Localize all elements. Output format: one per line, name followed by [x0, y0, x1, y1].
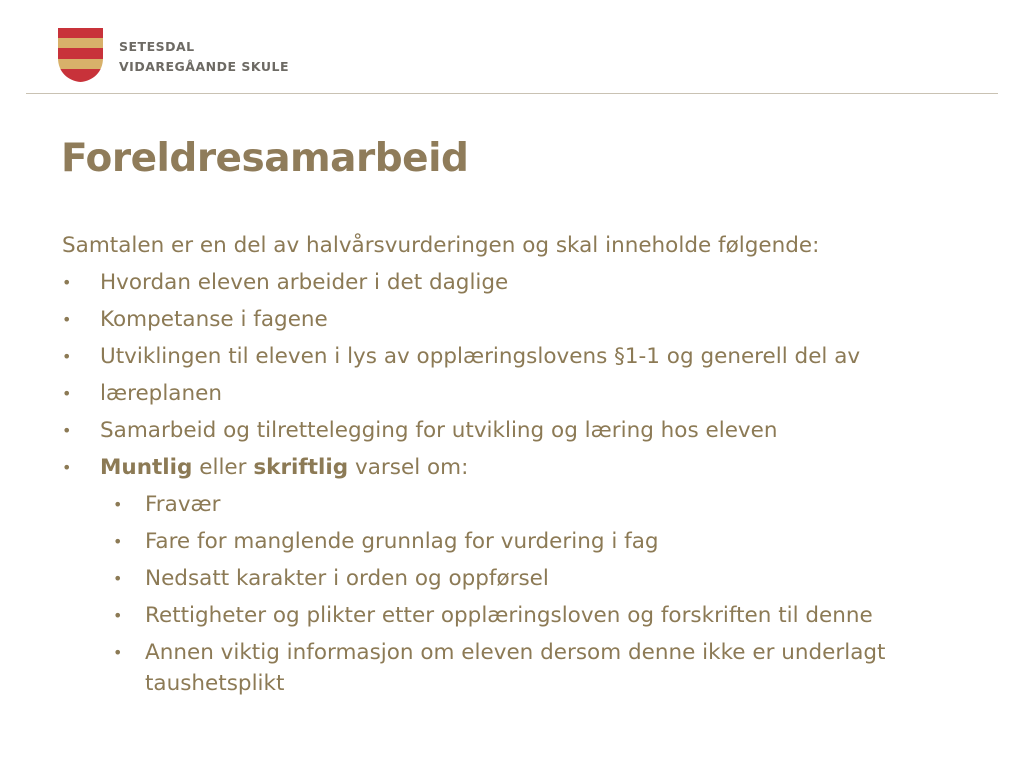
notice-or: eller	[192, 455, 254, 480]
list-item	[62, 338, 962, 375]
list-item-text: Utviklingen til eleven i lys av opplæringslovens §1-1 og generell del av	[100, 344, 861, 369]
sub-list-item-text: Nedsatt karakter i orden og oppførsel	[145, 566, 549, 591]
bullet-icon: •	[62, 310, 72, 329]
list-item-text: Samarbeid og tilrettelegging for utvikling og læring hos eleven	[100, 418, 778, 443]
bullet-icon: •	[62, 347, 72, 366]
bullet-icon: •	[113, 495, 123, 514]
bullet-icon: •	[113, 606, 123, 625]
slide-title: Foreldresamarbeid	[61, 136, 469, 181]
notice-oral: Muntlig	[100, 455, 193, 480]
sub-list-item	[62, 560, 962, 597]
list-item	[62, 375, 962, 412]
sub-list-item	[62, 523, 962, 560]
setesdal-coat-of-arms-icon	[58, 28, 103, 82]
list-item	[62, 264, 962, 301]
list-item-text: Kompetanse i fagene	[100, 307, 328, 332]
bullet-icon: •	[62, 421, 72, 440]
notice-written: skriftlig	[253, 455, 349, 480]
bullet-icon: •	[113, 569, 123, 588]
sub-list-item	[62, 634, 962, 699]
sub-list-item-text: Rettigheter og plikter etter opplæringsloven og forskriften til denne	[145, 603, 873, 628]
list-item-text: læreplanen	[100, 381, 222, 406]
school-name-line1: SETESDAL	[119, 39, 195, 54]
bullet-icon: •	[62, 384, 72, 403]
school-name-line2: VIDAREGÅANDE SKULE	[119, 59, 289, 74]
sub-list-item-text: Fravær	[145, 492, 221, 517]
slide-body	[62, 227, 962, 699]
intro-text: Samtalen er en del av halvårsvurderingen og skal inneholde følgende:	[62, 233, 820, 258]
bullet-icon: •	[113, 532, 123, 551]
bullet-icon: •	[62, 273, 72, 292]
list-item-text: Hvordan eleven arbeider i det daglige	[100, 270, 509, 295]
sub-list-item	[62, 486, 962, 523]
bullet-icon: •	[62, 458, 72, 477]
bullet-list	[62, 264, 962, 699]
list-item	[62, 412, 962, 449]
sub-list-item	[62, 597, 962, 634]
bullet-icon: •	[113, 643, 123, 662]
sub-bullet-list	[62, 486, 962, 699]
header-divider	[26, 93, 998, 94]
notice-rest: varsel om:	[348, 455, 469, 480]
list-item-notice	[62, 449, 962, 699]
school-name	[119, 37, 289, 77]
sub-list-item-text: Annen viktig informasjon om eleven dersom denne ikke er underlagt taushetsplikt	[145, 640, 886, 696]
list-item	[62, 301, 962, 338]
sub-list-item-text: Fare for manglende grunnlag for vurdering i fag	[145, 529, 659, 554]
